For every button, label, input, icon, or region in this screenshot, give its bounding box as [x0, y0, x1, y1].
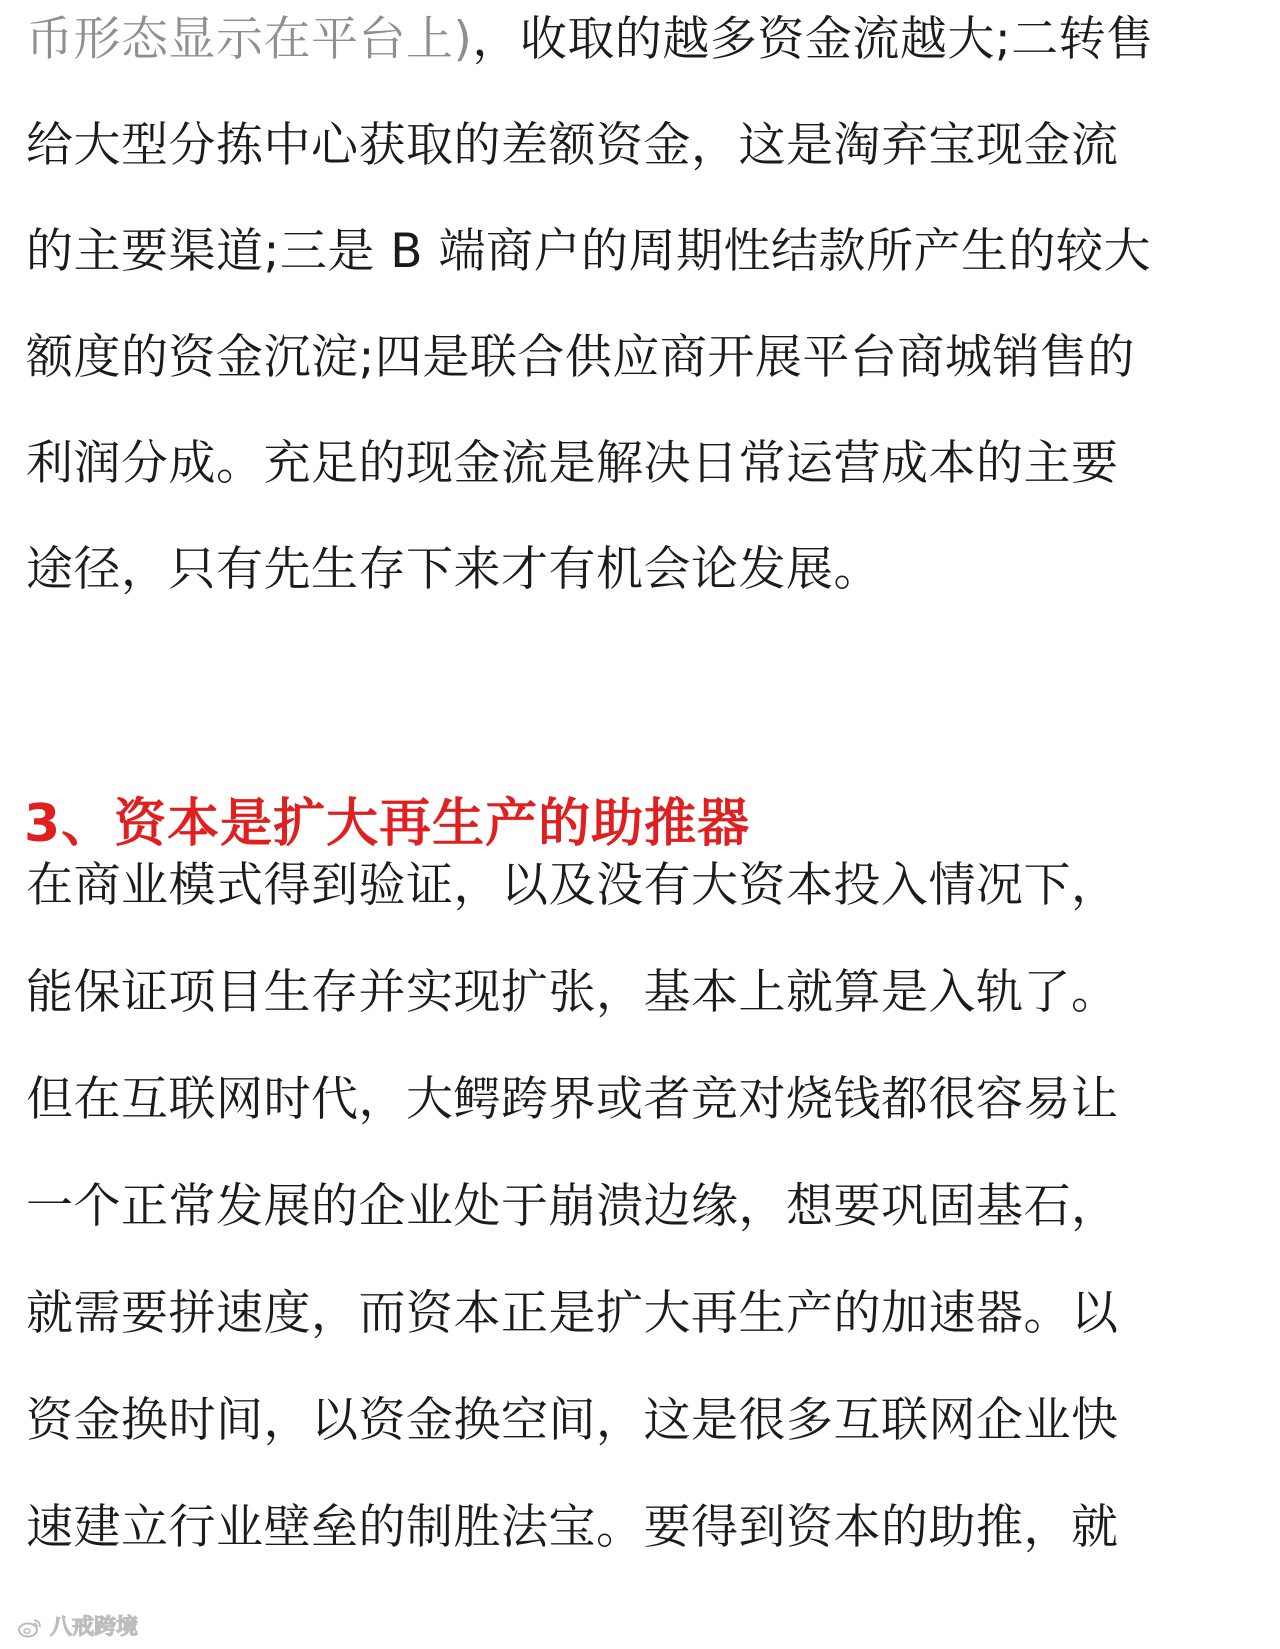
paragraph-line: 速建立行业壁垒的制胜法宝。要得到资本的助推，就 — [26, 1500, 1119, 1555]
paragraph-line: 能保证项目生存并实现扩张，基本上就算是入轨了。 — [26, 965, 1119, 1020]
paragraph-line: 的主要渠道;三是 B 端商户的周期性结款所产生的较大 — [26, 224, 1151, 279]
watermark — [18, 1612, 138, 1644]
paragraph-line: 给大型分拣中心获取的差额资金，这是淘弃宝现金流 — [26, 118, 1119, 173]
paragraph-line: 就需要拼速度，而资本正是扩大再生产的加速器。以 — [26, 1286, 1119, 1341]
paragraph-line: 在商业模式得到验证，以及没有大资本投入情况下， — [26, 858, 1119, 913]
section-heading: 3、资本是扩大再生产的助推器 — [24, 794, 751, 854]
paragraph-line: 利润分成。充足的现金流是解决日常运营成本的主要 — [26, 436, 1119, 491]
paragraph-line: 但在互联网时代，大鳄跨界或者竞对烧钱都很容易让 — [26, 1072, 1119, 1127]
watermark-text: 八戒跨境 — [50, 1615, 139, 1640]
paragraph-line — [26, 12, 1266, 68]
paragraph-line: 途径，只有先生存下来才有机会论发展。 — [26, 542, 881, 597]
weibo-logo-icon — [18, 1618, 42, 1638]
faded-text: 币形态显示在平台上) — [26, 12, 473, 67]
paragraph-line: 一个正常发展的企业处于崩溃边缘，想要巩固基石， — [26, 1179, 1119, 1234]
paragraph-line: 额度的资金沉淀;四是联合供应商开展平台商城销售的 — [26, 330, 1135, 385]
paragraph-line: 资金换时间，以资金换空间，这是很多互联网企业快 — [26, 1393, 1119, 1448]
line-text: ，收取的越多资金流越大;二转售 — [472, 12, 1154, 67]
